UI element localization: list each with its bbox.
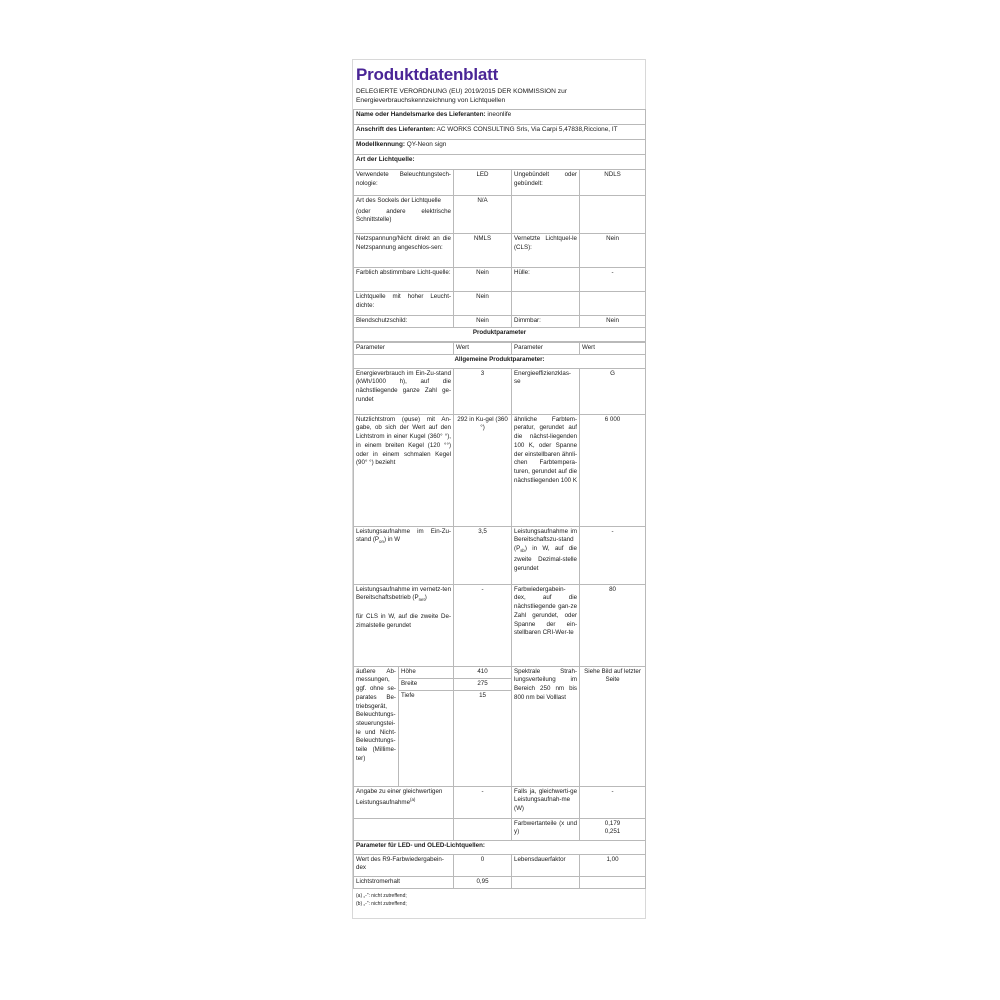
- param-row: [354, 818, 646, 840]
- cct-label: ähnliche Farbtem-peratur, gerundet auf die nächst-liegenden 100 K, oder Spanne der einstellbaren ähnli-chen Farbtempera-turen, gerundet auf die nächstliegenden 100 K: [512, 414, 580, 526]
- type-label: Vernetzte Lichtquel-le (CLS):: [512, 234, 580, 268]
- cri-value: 80: [580, 584, 646, 666]
- type-label: Blendschutzschild:: [354, 316, 454, 328]
- standby-label: Leistungsaufnahme im Bereitschaftszu-stand $(P_{sb})$ in W, auf die zweite Dezimal-stelle gerundet: [512, 526, 580, 584]
- survival-value: 1,00: [580, 854, 646, 876]
- model-row: [354, 140, 646, 155]
- type-value: Nein: [580, 234, 646, 268]
- type-label: Verwendete Beleuchtungstech-nologie:: [354, 170, 454, 196]
- energy-value: 3: [454, 368, 512, 414]
- dimension-value: 410: [454, 666, 512, 678]
- type-value: N/A: [454, 196, 512, 234]
- footnote: (b) „-“: nicht zutreffend;: [356, 900, 407, 907]
- cct-value: 6 000: [580, 414, 646, 526]
- column-header-parameter: Parameter: [512, 343, 580, 355]
- dimension-value: 15: [454, 690, 512, 786]
- type-value: NDLS: [580, 170, 646, 196]
- chromaticity-y: 0,251: [604, 828, 621, 836]
- model-label: Modellkennung:: [356, 141, 405, 148]
- supplier-address-row: [354, 125, 646, 140]
- survival-label: Lebensdauerfaktor: [512, 854, 580, 876]
- footnotes: [356, 892, 645, 908]
- param-row: [354, 854, 646, 876]
- type-label: [354, 196, 454, 234]
- chromaticity-x: 0,179: [604, 819, 621, 827]
- type-value: Nein: [454, 268, 512, 292]
- flux-label: Nutzlichtstrom (φuse) mit An-gabe, ob sich der Wert auf den Lichtstrom in einer Kugel (360° °), in einem breiten Kegel (120 °°) oder in einem schmalen Kegel (90° °) bezieht: [354, 414, 454, 526]
- led-header: Parameter für LED- und OLED-Lichtquellen:: [354, 840, 646, 854]
- type-label: [512, 196, 580, 234]
- equiv-power-value: -: [580, 786, 646, 818]
- general-params-header-row: [354, 354, 646, 368]
- light-source-type-header: Art der Lichtquelle:: [354, 155, 646, 170]
- standby-value: -: [580, 526, 646, 584]
- supplier-address-label: Anschrift des Lieferanten:: [356, 126, 436, 133]
- equiv-power-label: Falls ja, gleichwerti-ge Leistungsaufnah-me (W): [512, 786, 580, 818]
- empty-cell: [580, 876, 646, 888]
- type-row: [354, 234, 646, 268]
- efficiency-label: Energieeffizienzklas-se: [512, 368, 580, 414]
- networked-value: -: [454, 584, 512, 666]
- type-label: Ungebündelt oder gebündelt:: [512, 170, 580, 196]
- product-data-sheet: [352, 59, 646, 919]
- type-value: [580, 292, 646, 316]
- type-row: [354, 170, 646, 196]
- type-value: LED: [454, 170, 512, 196]
- footnote: (a) „-“: nicht zutreffend;: [356, 892, 407, 899]
- dimension-name: Höhe: [399, 666, 454, 678]
- type-label: [512, 292, 580, 316]
- type-value: Nein: [454, 292, 512, 316]
- page-title: Produktdatenblatt: [356, 65, 499, 84]
- param-row: [354, 414, 646, 526]
- socket-label: Art des Sockels der Lichtquelle: [356, 197, 441, 204]
- maintenance-label: Lichtstromerhalt: [354, 876, 454, 888]
- chromaticity-label: Farbwertanteile (x und y): [512, 818, 580, 840]
- supplier-table: [353, 109, 646, 342]
- param-row: [354, 786, 646, 818]
- empty-cell: [454, 818, 512, 840]
- type-row: [354, 292, 646, 316]
- type-label: Netzspannung/Nicht direkt an die Netzspannung angeschlos-sen:: [354, 234, 454, 268]
- power-on-label: Leistungsaufnahme im Ein-Zu-stand $(P_{on})$ in W: [354, 526, 454, 584]
- socket-label-detail: (oder andere elektrische Schnittstelle): [356, 207, 451, 224]
- r9-value: 0: [454, 854, 512, 876]
- type-label: Farblich abstimmbare Licht-quelle:: [354, 268, 454, 292]
- led-header-row: [354, 840, 646, 854]
- equivalent-value: -: [454, 786, 512, 818]
- dimension-value: 275: [454, 678, 512, 690]
- param-row: [354, 368, 646, 414]
- product-params-header: Produktparameter: [354, 328, 646, 342]
- param-row: [354, 584, 646, 666]
- type-label: Hülle:: [512, 268, 580, 292]
- supplier-name-value: ineonlife: [487, 111, 512, 118]
- chromaticity-value: [580, 818, 646, 840]
- general-params-header: Allgemeine Produktparameter:: [354, 354, 646, 368]
- params-table: [353, 342, 646, 889]
- dimension-row: [354, 666, 646, 678]
- supplier-address-value: AC WORKS CONSULTING Srls, Via Carpi 5,47838,Riccione, IT: [436, 126, 618, 133]
- power-on-value: 3,5: [454, 526, 512, 584]
- type-value: NMLS: [454, 234, 512, 268]
- column-header-value: Wert: [454, 343, 512, 355]
- type-row: [354, 268, 646, 292]
- cri-label: Farbwiedergabein-dex, auf die nächstliegende gan-ze Zahl gerundet, oder Spanne der ein-stellbaren CRI-Wer-te: [512, 584, 580, 666]
- maintenance-value: 0,95: [454, 876, 512, 888]
- energy-label: Energieverbrauch im Ein-Zu-stand (kWh/1000 h), auf die nächstliegende ganze Zahl ge-rundet: [354, 368, 454, 414]
- type-value: -: [580, 268, 646, 292]
- efficiency-value: G: [580, 368, 646, 414]
- networked-label: Leistungsaufnahme im vernetz-ten Bereitschaftsbetrieb $(P_{net})$ für CLS in W, auf die zweite De-zimalstelle gerundet: [354, 584, 454, 666]
- type-label: Lichtquelle mit hoher Leucht-dichte:: [354, 292, 454, 316]
- empty-cell: [512, 876, 580, 888]
- spectral-label: Spektrale Strah-lungsverteilung im Bereich 250 nm bis 800 nm bei Volllast: [512, 666, 580, 786]
- equivalent-label: Angabe zu einer gleichwertigen Leistungsaufnahme$^{(a)}$: [354, 786, 454, 818]
- type-row: [354, 316, 646, 328]
- supplier-name-row: [354, 110, 646, 125]
- dimension-name: Tiefe: [399, 690, 454, 786]
- type-value: Nein: [580, 316, 646, 328]
- empty-cell: [354, 818, 454, 840]
- dimension-name: Breite: [399, 678, 454, 690]
- type-row: [354, 196, 646, 234]
- light-source-type-header-row: [354, 155, 646, 170]
- product-params-header-row: [354, 328, 646, 342]
- type-label: Dimmbar:: [512, 316, 580, 328]
- model-value: QY-Neon sign: [406, 141, 447, 148]
- column-header-value: Wert: [580, 343, 646, 355]
- flux-value: 292 in Ku-gel (360 °): [454, 414, 512, 526]
- type-value: [580, 196, 646, 234]
- regulation-text: DELEGIERTE VERORDNUNG (EU) 2019/2015 DER KOMMISSION zur Energieverbrauchskennzeichnung von Lichtquellen: [356, 88, 567, 104]
- column-header-parameter: Parameter: [354, 343, 454, 355]
- type-value: Nein: [454, 316, 512, 328]
- dimensions-label: äußere Ab-messungen, ggf. ohne se-parates Be-triebsgerät, Beleuchtungs-steuerungstei-le und Nicht-Beleuchtungs-teile (Millime-ter): [354, 666, 399, 786]
- spectral-value: Siehe Bild auf letzter Seite: [580, 666, 646, 786]
- r9-label: Wert des R9-Farbwiedergabein-dex: [354, 854, 454, 876]
- supplier-name-label: Name oder Handelsmarke des Lieferanten:: [356, 111, 486, 118]
- param-row: [354, 876, 646, 888]
- param-row: [354, 526, 646, 584]
- column-header-row: [354, 343, 646, 355]
